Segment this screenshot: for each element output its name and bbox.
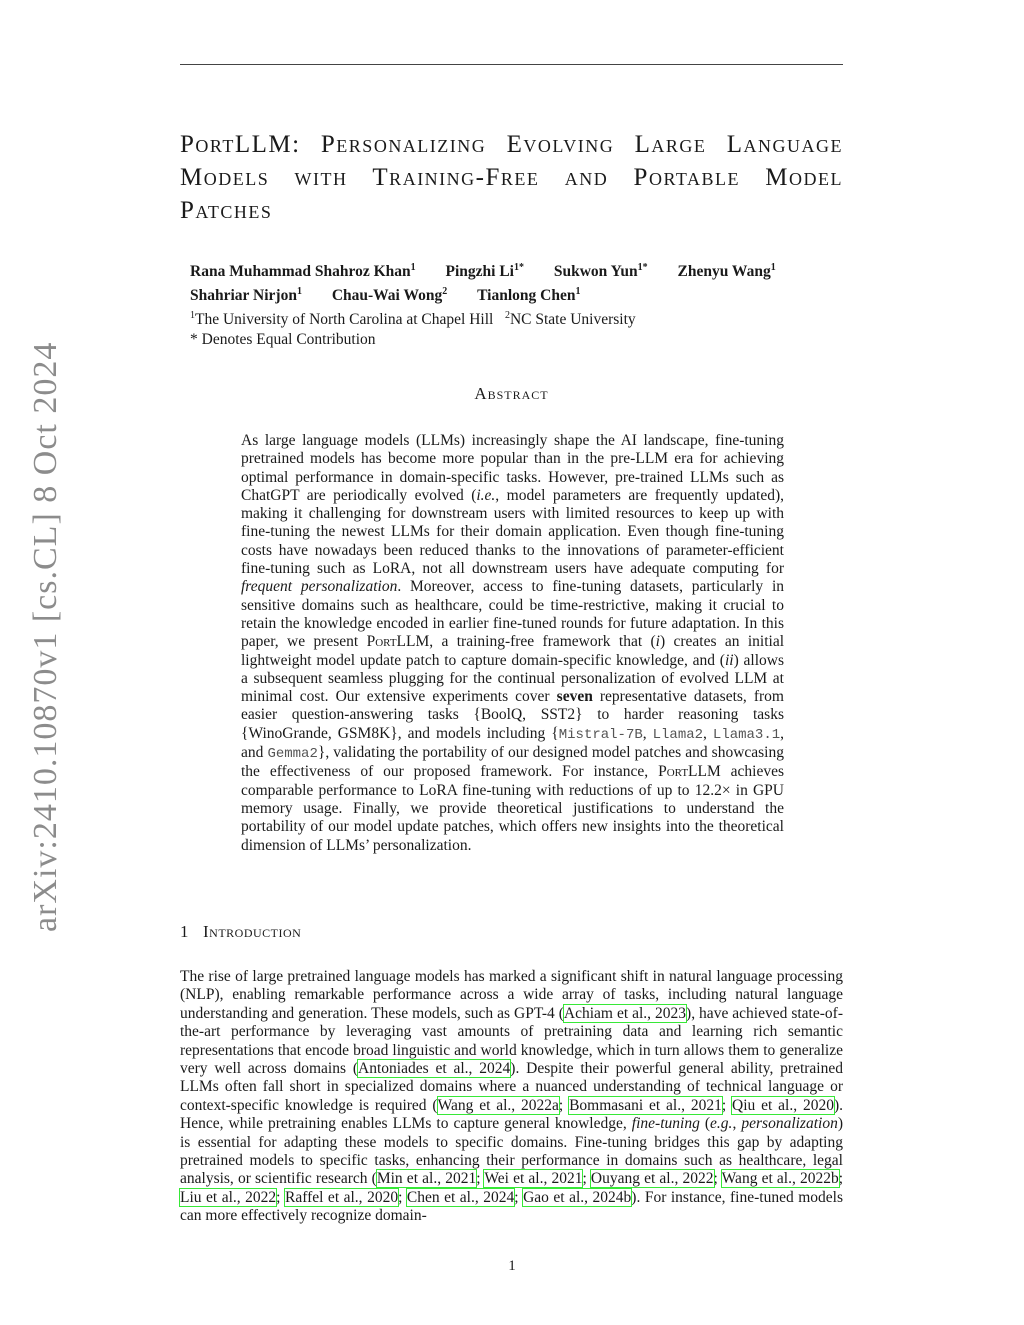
citation-link[interactable]: Chen et al., 2024	[406, 1188, 515, 1206]
paper-title: PortLLM: Personalizing Evolving Large Language Models with Training-Free and Portable Model Patches	[180, 131, 843, 224]
citation-link[interactable]: Liu et al., 2022	[180, 1188, 277, 1206]
author: Sukwon Yun$^{1*}$	[553, 262, 648, 281]
author: Chau-Wai Wong$^2$	[331, 286, 448, 305]
author-row-2	[190, 282, 830, 306]
equal-contribution-note: * Denotes Equal Contribution	[190, 331, 376, 349]
citation-link[interactable]: Raffel et al., 2020	[284, 1188, 399, 1206]
citation-link[interactable]: Ouyang et al., 2022	[590, 1170, 714, 1188]
author: Zhenyu Wang$^1$	[677, 262, 776, 281]
author: Rana Muhammad Shahroz Khan$^1$	[190, 262, 416, 281]
author: Shahriar Nirjon$^1$	[190, 286, 302, 305]
author-block	[190, 258, 830, 350]
citation-link[interactable]: Wei et al., 2021	[484, 1170, 583, 1188]
affiliations: $^1$The University of North Carolina at Chapel Hill $^2$NC State University	[190, 310, 636, 329]
citation-link[interactable]: Achiam et al., 2023	[563, 1004, 687, 1022]
citation-link[interactable]: Antoniades et al., 2024	[358, 1060, 511, 1078]
arxiv-identifier-stamp: arXiv:2410.10870v1 [cs.CL] 8 Oct 2024	[27, 341, 64, 932]
citation-link[interactable]: Min et al., 2021	[376, 1170, 477, 1188]
abstract-heading: Abstract	[474, 384, 549, 403]
citation-link[interactable]: Qiu et al., 2020	[732, 1096, 834, 1114]
top-rule	[180, 64, 843, 65]
author-row-1	[190, 258, 830, 282]
citation-link[interactable]: Bommasani et al., 2021	[569, 1096, 722, 1114]
citation-link[interactable]: Wang et al., 2022a	[437, 1096, 559, 1114]
abstract-body: As large language models (LLMs) increasingly shape the AI landscape, fine-tuning pretrained models has become more popular than in the pre-LLM era for achieving optimal performance in domain-specific tasks. However, pre-trained LLMs such as ChatGPT are periodically evolved (i.e., model parameters are frequently updated), making it challenging for downstream users with limited resources to keep up with fine-tuning the newest LLMs for their domain application. Even though fine-tuning costs have nowadays been reduced thanks to the innovations of parameter-efficient fine-tuning such as LoRA, not all downstream users have adequate computing for frequent personalization. Moreover, access to fine-tuning datasets, particularly in sensitive domains such as healthcare, could be time-restrictive, making it crucial to retain the knowledge encoded in earlier fine-tuned rounds for future adaptation. In this paper, we present PortLLM, a training-free framework that (i) creates an initial lightweight model update patch to capture domain-specific knowledge, and (ii) allows a subsequent seamless plugging for the continual personalization of evolved LLM at minimal cost. Our extensive experiments cover seven representative datasets, from easier question-answering tasks {BoolQ, SST2} to harder reasoning tasks {WinoGrande, GSM8K}, and models including {Mistral-7B, Llama2, Llama3.1, and Gemma2}, validating the portability of our designed model patches and showcasing the effectiveness of our proposed framework. For instance, PortLLM achieves comparable performance to LoRA fine-tuning with reductions of up to 12.2× in GPU memory usage. Finally, we provide theoretical justifications to understand the portability of our model update patches, which offers new insights into the theoretical dimension of LLMs’ personalization.	[241, 432, 785, 854]
author: Tianlong Chen$^1$	[477, 286, 581, 305]
author: Pingzhi $Li^{1*}$	[445, 262, 524, 281]
page-number: 1	[508, 1258, 516, 1274]
citation-link[interactable]: Gao et al., 2024b	[523, 1188, 632, 1206]
section-heading-introduction: 1 Introduction	[180, 922, 302, 941]
citation-link[interactable]: Wang et al., 2022b	[721, 1170, 839, 1188]
introduction-body: The rise of large pretrained language models has marked a significant shift in natural language processing (NLP), enabling remarkable performance across a wide array of tasks, including natural language understanding and generation. These models, such as GPT-4 (Achiam et al., 2023), have achieved state-of-the-art performance by leveraging vast amounts of pretraining data and learning rich semantic representations that encode broad linguistic and world knowledge, which in turn allows them to generalize very well across domains (Antoniades et al., 2024). Despite their powerful general ability, pretrained LLMs often fall short in specialized domains where a nuanced understanding of technical language or context-specific knowledge is required (Wang et al., 2022a; Bommasani et al., 2021; Qiu et al., 2020). Hence, while pretraining enables LLMs to capture general knowledge, fine-tuning (e.g., personalization) is essential for adapting these models to specific domains. Fine-tuning bridges this gap by adapting pretrained models to specific tasks, enhancing their performance in domains such as healthcare, legal analysis, or scientific research (Min et al., 2021; Wei et al., 2021; Ouyang et al., 2022; Wang et al., 2022b; Liu et al., 2022; Raffel et al., 2020; Chen et al., 2024; Gao et al., 2024b). For instance, fine-tuned models can more effectively recognize domain-	[180, 968, 844, 1225]
